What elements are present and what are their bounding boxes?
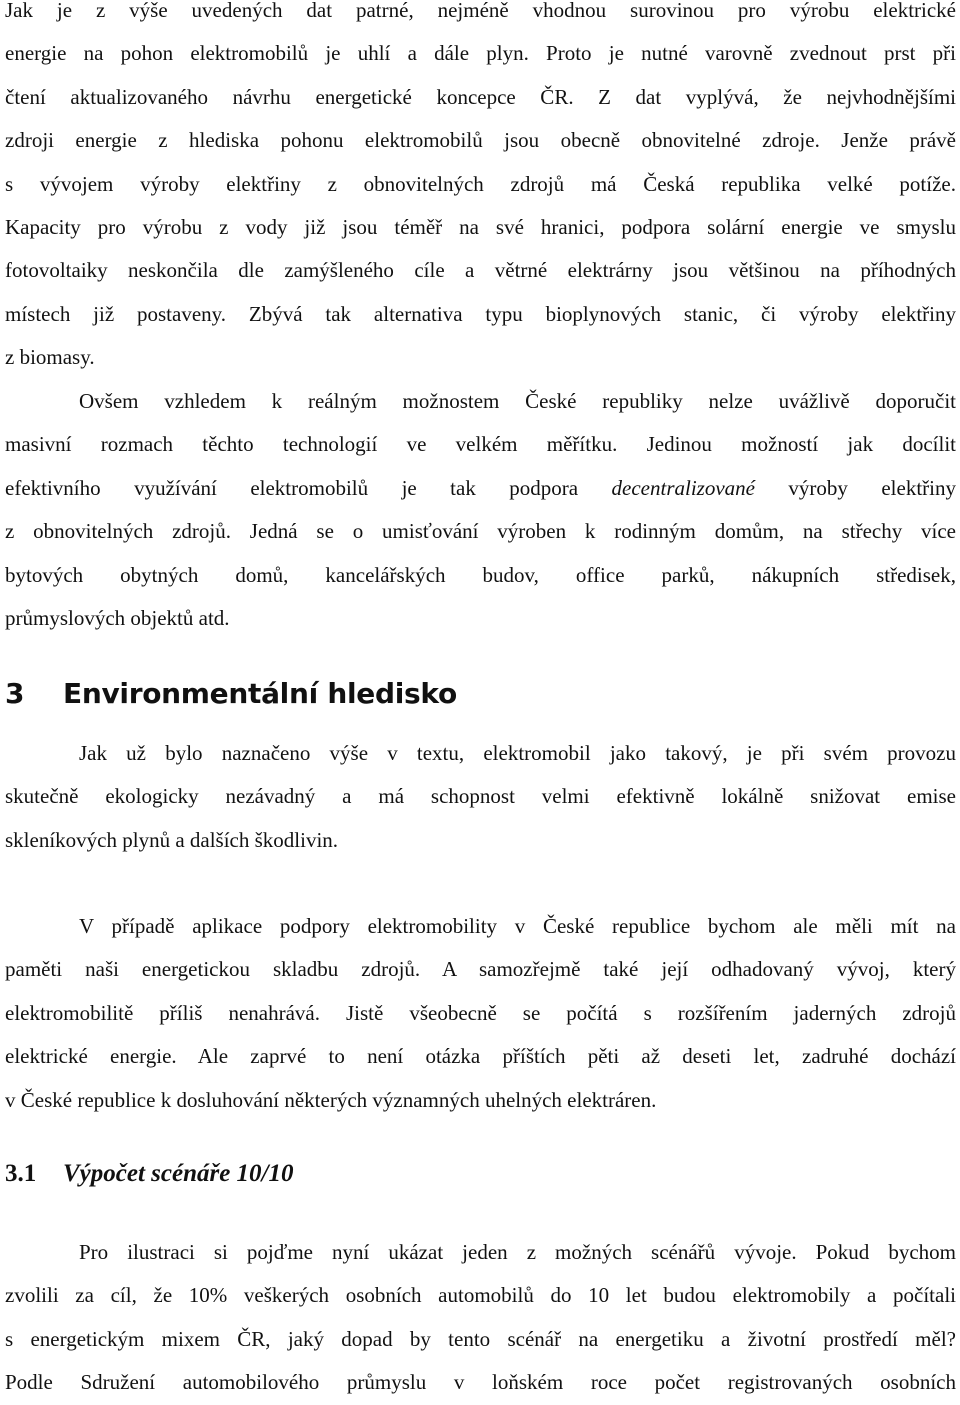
text-line: zvolili za cíl, že 10% veškerých osobních automobilů do 10 let budou elektromobily a počítali (5, 1283, 956, 1308)
text-line: z biomasy. (5, 345, 95, 370)
text-line: elektrické energie. Ale zaprvé to není otázka příštích pěti až deseti let, zadruhé dochází (5, 1044, 956, 1069)
paragraph-2 (5, 380, 956, 640)
paragraph-3 (5, 732, 956, 862)
text-line: paměti naši energetickou skladbu zdrojů. A samozřejmě také její odhadovaný vývoj, který (5, 957, 956, 982)
text-line: z obnovitelných zdrojů. Jedná se o umisťování výroben k rodinným domům, na střechy více (5, 519, 956, 544)
text-line: V případě aplikace podpory elektromobility v České republice bychom ale měli mít na (79, 914, 956, 938)
section-title: Environmentální hledisko (63, 677, 457, 710)
text-line: elektromobilitě příliš nenahrává. Jistě všeobecně se počítá s rozšířením jaderných zdrojů (5, 1000, 956, 1025)
text-line: Pro ilustraci si pojďme nyní ukázat jeden z možných scénářů vývoje. Pokud bychom (79, 1240, 956, 1264)
text-line: v České republice k dosluhování některých významných uhelných elektráren. (5, 1087, 657, 1112)
subsection-heading (5, 1152, 294, 1196)
text-line: skleníkových plynů a dalších škodlivin. (5, 827, 339, 852)
paragraph-5 (5, 1231, 956, 1405)
subsection-title: Výpočet scénáře 10/10 (63, 1160, 294, 1187)
subsection-number: 3.1 (5, 1160, 37, 1187)
paragraph-4 (5, 905, 956, 1122)
text-line (5, 467, 956, 510)
text-line: Podle Sdružení automobilového průmyslu v loňském roce počet registrovaných osobních (5, 1370, 956, 1395)
text-line: zdroji energie z hlediska pohonu elektromobilů jsou obecně obnovitelné zdroje. Jenže právě (5, 128, 956, 153)
text-line: průmyslových objektů atd. (5, 606, 230, 631)
text-line: s energetickým mixem ČR, jaký dopad by tento scénář na energetiku a životní prostředí měl? (5, 1326, 956, 1351)
text-line: s vývojem výroby elektřiny z obnovitelných zdrojů má Česká republika velké potíže. (5, 171, 956, 196)
section-heading (5, 672, 457, 716)
text-line: Ovšem vzhledem k reálným možnostem České republiky nelze uvážlivě doporučit (79, 389, 956, 413)
section-number: 3 (5, 677, 25, 710)
text-fragment: výroby elektřiny (754, 475, 956, 500)
text-line: čtení aktualizovaného návrhu energetické koncepce ČR. Z dat vyplývá, že nejvhodnějšími (5, 84, 956, 109)
text-line: energie na pohon elektromobilů je uhlí a dále plyn. Proto je nutné varovně zvednout prst při (5, 41, 956, 66)
emphasized-word: decentralizované (611, 475, 755, 500)
text-line: skutečně ekologicky nezávadný a má schopnost velmi efektivně lokálně snižovat emise (5, 784, 956, 809)
text-line: Jak je z výše uvedených dat patrné, nejméně vhodnou surovinou pro výrobu elektrické (5, 0, 956, 22)
text-line: Kapacity pro výrobu z vody již jsou téměř na své hranici, podpora solární energie ve smyslu (5, 215, 956, 240)
text-line: fotovoltaiky neskončila dle zamýšleného cíle a větrné elektrárny jsou většinou na příhodných (5, 258, 956, 283)
text-line: bytových obytných domů, kancelářských budov, office parků, nákupních středisek, (5, 562, 956, 587)
paragraph-1 (5, 0, 956, 380)
text-line: masivní rozmach těchto technologií ve velkém měřítku. Jedinou možností jak docílit (5, 432, 956, 457)
text-line: Jak už bylo naznačeno výše v textu, elektromobil jako takový, je při svém provozu (79, 741, 956, 765)
text-line: místech již postaveny. Zbývá tak alternativa typu bioplynových stanic, či výroby elektřiny (5, 301, 956, 326)
text-fragment: efektivního využívání elektromobilů je tak podpora (5, 475, 612, 500)
